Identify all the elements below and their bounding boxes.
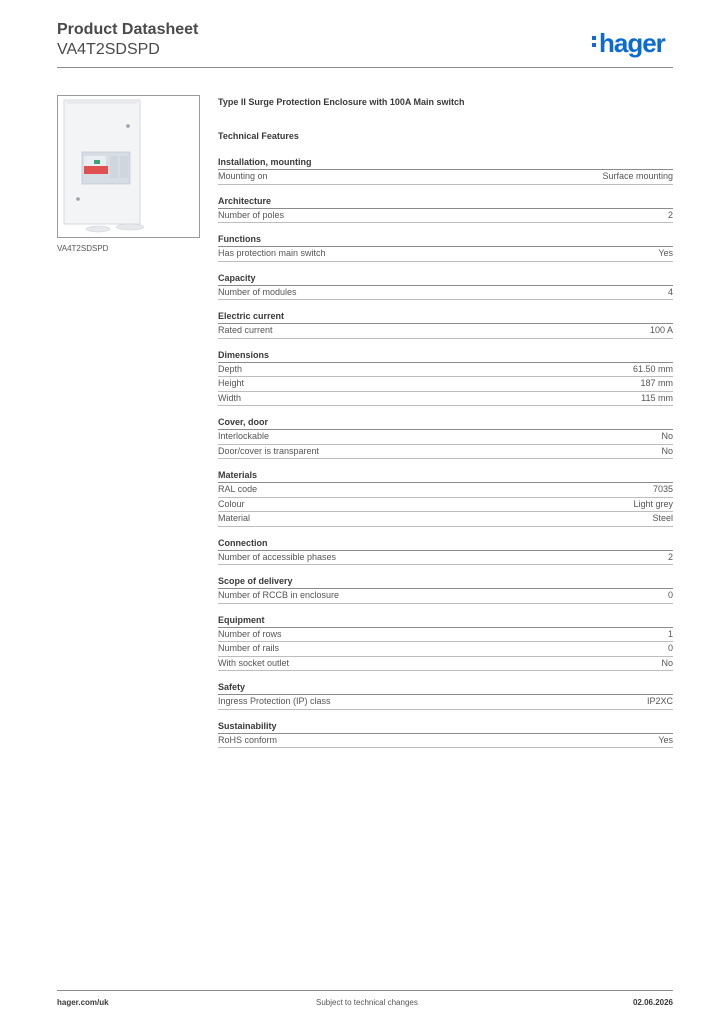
feature-section [218, 310, 673, 339]
technical-content [218, 96, 673, 758]
feature-value: 1 [667, 628, 673, 639]
feature-value: Surface mounting [602, 171, 673, 181]
section-title: Architecture [218, 195, 673, 209]
feature-value: 7035 [652, 484, 673, 494]
section-title: Cover, door [218, 416, 673, 430]
section-title: Connection [218, 537, 673, 551]
feature-value: No [661, 431, 673, 441]
feature-row [218, 430, 673, 445]
feature-label: Number of poles [218, 209, 285, 220]
feature-value: 4 [667, 286, 673, 297]
header-divider [57, 67, 673, 68]
feature-section [218, 416, 673, 459]
feature-label: Depth [218, 363, 243, 374]
feature-row [218, 628, 673, 643]
feature-row [218, 512, 673, 527]
feature-row [218, 324, 673, 339]
feature-label: Colour [218, 498, 245, 509]
feature-row [218, 286, 673, 301]
feature-value: IP2XC [646, 696, 673, 706]
feature-label: With socket outlet [218, 657, 290, 668]
feature-value: Steel [652, 513, 673, 523]
feature-label: Number of accessible phases [218, 551, 337, 562]
technical-features-title: Technical Features [218, 131, 299, 141]
section-title: Equipment [218, 614, 673, 628]
feature-section [218, 537, 673, 566]
hager-logo [592, 28, 665, 59]
feature-label: Number of RCCB in enclosure [218, 590, 340, 600]
feature-label: Rated current [218, 325, 273, 335]
feature-value: No [661, 657, 673, 668]
feature-section [218, 469, 673, 527]
feature-row [218, 498, 673, 513]
feature-value: 0 [667, 590, 673, 600]
feature-row [218, 377, 673, 392]
document-title: Product Datasheet [57, 21, 199, 38]
feature-section [218, 614, 673, 672]
feature-section [218, 272, 673, 301]
logo-dots-icon [592, 33, 597, 50]
footer-website[interactable]: hager.com/uk [57, 998, 109, 1007]
feature-row [218, 483, 673, 498]
feature-row [218, 363, 673, 378]
feature-value: Yes [658, 734, 673, 745]
feature-row [218, 589, 673, 604]
feature-label: Mounting on [218, 171, 268, 181]
section-title: Sustainability [218, 720, 673, 734]
feature-section [218, 233, 673, 262]
feature-label: Has protection main switch [218, 248, 326, 258]
feature-value: 187 mm [640, 378, 673, 388]
section-title: Functions [218, 233, 673, 247]
section-title: Scope of delivery [218, 575, 673, 589]
feature-label: Number of rails [218, 643, 280, 653]
section-title: Electric current [218, 310, 673, 324]
footer-notice: Subject to technical changes [316, 998, 418, 1007]
feature-section [218, 156, 673, 185]
feature-value: 2 [667, 551, 673, 562]
feature-value: No [661, 445, 673, 456]
feature-label: Number of rows [218, 628, 282, 639]
feature-row [218, 247, 673, 262]
feature-row [218, 734, 673, 749]
feature-section [218, 681, 673, 710]
feature-value: Yes [658, 248, 673, 258]
section-title: Materials [218, 469, 673, 483]
feature-label: RoHS conform [218, 734, 278, 745]
product-code: VA4T2SDSPD [57, 41, 160, 58]
feature-sections [218, 156, 673, 748]
feature-row [218, 695, 673, 710]
feature-label: Material [218, 513, 251, 523]
feature-row [218, 445, 673, 460]
feature-label: Width [218, 392, 242, 403]
footer-divider [57, 990, 673, 991]
section-title: Dimensions [218, 349, 673, 363]
feature-section [218, 720, 673, 749]
section-title: Capacity [218, 272, 673, 286]
image-caption: VA4T2SDSPD [57, 244, 109, 253]
feature-value: 0 [667, 643, 673, 653]
feature-label: Number of modules [218, 286, 297, 297]
feature-label: Height [218, 378, 245, 388]
feature-value: 61.50 mm [632, 363, 673, 374]
feature-section [218, 575, 673, 604]
feature-row [218, 657, 673, 672]
product-description: Type II Surge Protection Enclosure with 100A Main switch [218, 97, 465, 107]
feature-label: Interlockable [218, 431, 270, 441]
logo-text: hager [599, 28, 665, 58]
product-image [57, 95, 200, 238]
enclosure-illustration [58, 96, 199, 237]
feature-label: RAL code [218, 484, 258, 494]
feature-row [218, 209, 673, 224]
feature-section [218, 349, 673, 407]
footer-date: 02.06.2026 [632, 998, 673, 1007]
feature-row [218, 392, 673, 407]
feature-value: 100 A [649, 325, 673, 335]
feature-section [218, 195, 673, 224]
feature-label: Ingress Protection (IP) class [218, 696, 331, 706]
document-header [57, 20, 198, 60]
feature-row [218, 170, 673, 185]
feature-value: 2 [667, 209, 673, 220]
feature-value: 115 mm [641, 392, 673, 403]
feature-label: Door/cover is transparent [218, 445, 320, 456]
section-title: Safety [218, 681, 673, 695]
feature-row [218, 551, 673, 566]
feature-value: Light grey [633, 498, 673, 509]
section-title: Installation, mounting [218, 156, 673, 170]
feature-row [218, 642, 673, 657]
